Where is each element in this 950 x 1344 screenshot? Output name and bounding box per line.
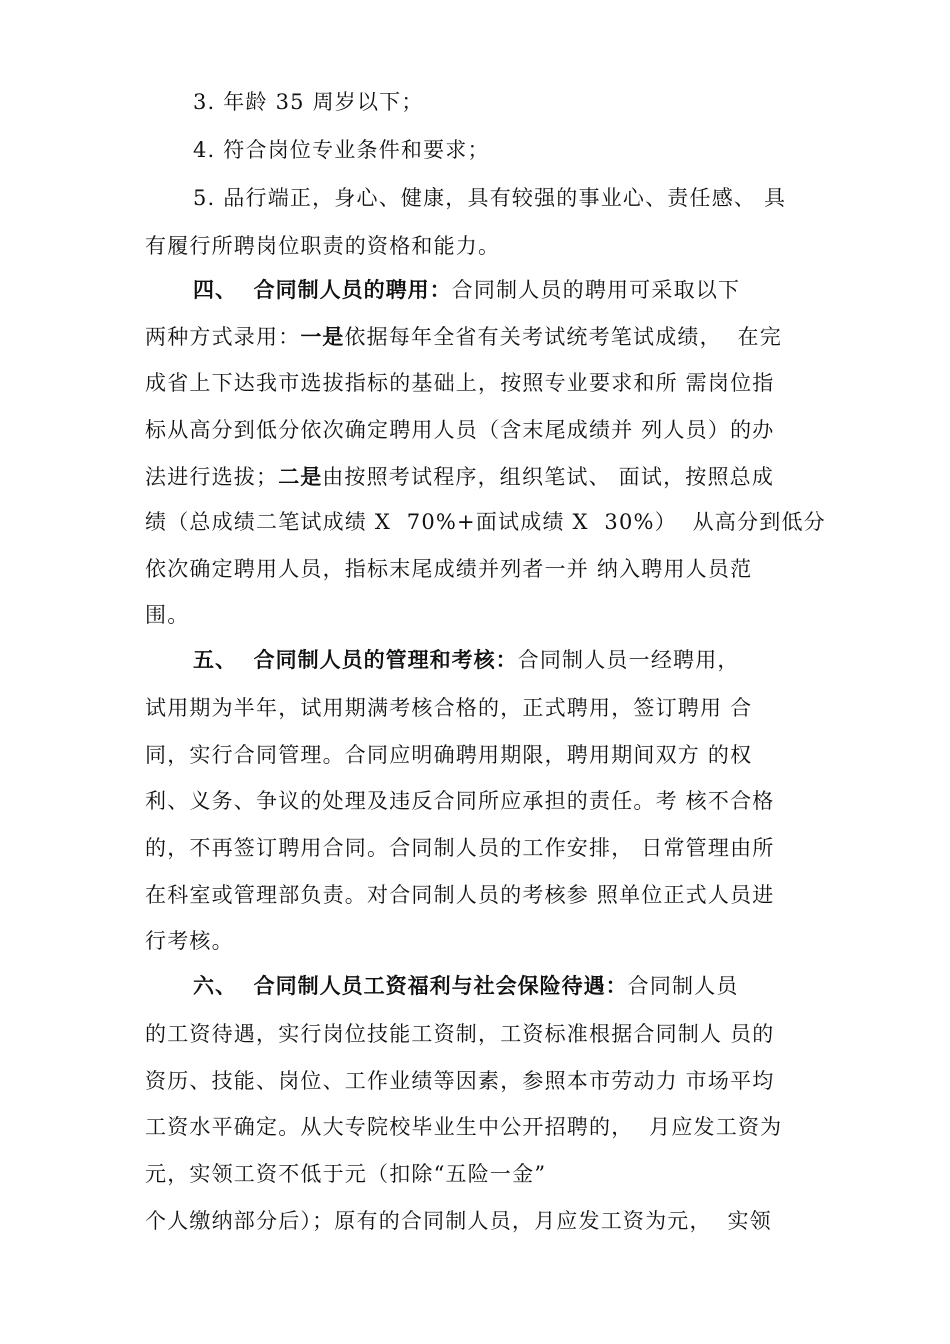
text-line	[145, 927, 825, 955]
section-heading-line	[193, 972, 825, 1000]
text-line	[193, 136, 825, 164]
text-line	[145, 416, 825, 444]
text-segment: 成省上下达我市选拔指标的基础上，按照专业要求和所 需岗位指	[145, 371, 775, 395]
text-segment: 行考核。	[145, 929, 234, 953]
emphasis-text: 一是	[300, 325, 345, 349]
text-segment: 5. 品行端正，身心、健康，具有较强的事业心、责任感、 具	[193, 186, 787, 210]
text-line	[145, 1020, 825, 1048]
text-line	[193, 184, 825, 212]
text-segment: 合同制人员一经聘用，	[517, 648, 740, 672]
text-segment: 合同制人员	[627, 974, 739, 998]
text-segment: 有履行所聘岗位职责的资格和能力。	[145, 234, 501, 258]
text-segment: 法进行选拔；	[145, 465, 279, 489]
emphasis-text: 二是	[278, 465, 323, 489]
text-segment: 合同制人员的聘用可采取以下	[451, 278, 741, 302]
text-line	[145, 323, 825, 351]
text-line	[145, 508, 825, 536]
section-heading-line	[193, 276, 825, 304]
text-segment: 标从高分到低分依次确定聘用人员（含末尾成绩并 列人员）的办	[145, 418, 775, 442]
text-line	[145, 787, 825, 815]
text-line	[145, 1207, 825, 1235]
text-line	[145, 1160, 825, 1188]
text-segment: 依据每年全省有关考试统考笔试成绩， 在完	[344, 325, 782, 349]
text-line	[145, 1113, 825, 1141]
text-segment: 由按照考试程序，组织笔试、 面试，按照总成	[322, 465, 775, 489]
text-segment: 工资水平确定。从大专院校毕业生中公开招聘的， 月应发工资为	[145, 1115, 783, 1139]
text-line	[145, 601, 825, 629]
text-line	[145, 881, 825, 909]
text-segment: 同，实行合同管理。合同应明确聘用期限，聘用期间双方 的权	[145, 743, 753, 767]
text-line	[193, 88, 825, 116]
text-segment: 的，不再签订聘用合同。合同制人员的工作安排， 日常管理由所	[145, 836, 775, 860]
text-segment: 元，实领工资不低于元（扣除“五险一金”	[145, 1162, 547, 1186]
section-heading: 四、 合同制人员的聘用：	[193, 278, 452, 302]
text-segment: 个人缴纳部分后）；原有的合同制人员，月应发工资为元， 实领	[145, 1209, 772, 1233]
text-line	[145, 694, 825, 722]
text-segment: 利、义务、争议的处理及违反合同所应承担的责任。考 核不合格	[145, 789, 775, 813]
text-segment: 在科室或管理部负责。对合同制人员的考核参 照单位正式人员进	[145, 883, 775, 907]
section-heading-line	[193, 646, 825, 674]
text-segment: 依次确定聘用人员，指标末尾成绩并列者一并 纳入聘用人员范	[145, 557, 753, 581]
text-segment: 围。	[145, 603, 190, 627]
text-line	[145, 741, 825, 769]
text-segment: 绩（总成绩二笔试成绩 X 70%+面试成绩 X 30%） 从高分到低分	[145, 510, 826, 534]
text-segment: 的工资待遇，实行岗位技能工资制，工资标准根据合同制人 员的	[145, 1022, 775, 1046]
text-segment: 试用期为半年，试用期满考核合格的，正式聘用，签订聘用 合	[145, 696, 753, 720]
text-segment: 两种方式录用：	[145, 325, 301, 349]
text-segment: 4. 符合岗位专业条件和要求；	[193, 138, 490, 162]
text-line	[145, 463, 825, 491]
section-heading: 六、 合同制人员工资福利与社会保险待遇：	[193, 974, 628, 998]
text-segment: 3. 年龄 35 周岁以下；	[193, 90, 424, 114]
text-line	[145, 555, 825, 583]
text-line	[145, 369, 825, 397]
text-line	[145, 1067, 825, 1095]
text-line	[145, 834, 825, 862]
text-line	[145, 232, 825, 260]
text-segment: 资历、技能、岗位、工作业绩等因素，参照本市劳动力 市场平均	[145, 1069, 775, 1093]
section-heading: 五、 合同制人员的管理和考核：	[193, 648, 518, 672]
